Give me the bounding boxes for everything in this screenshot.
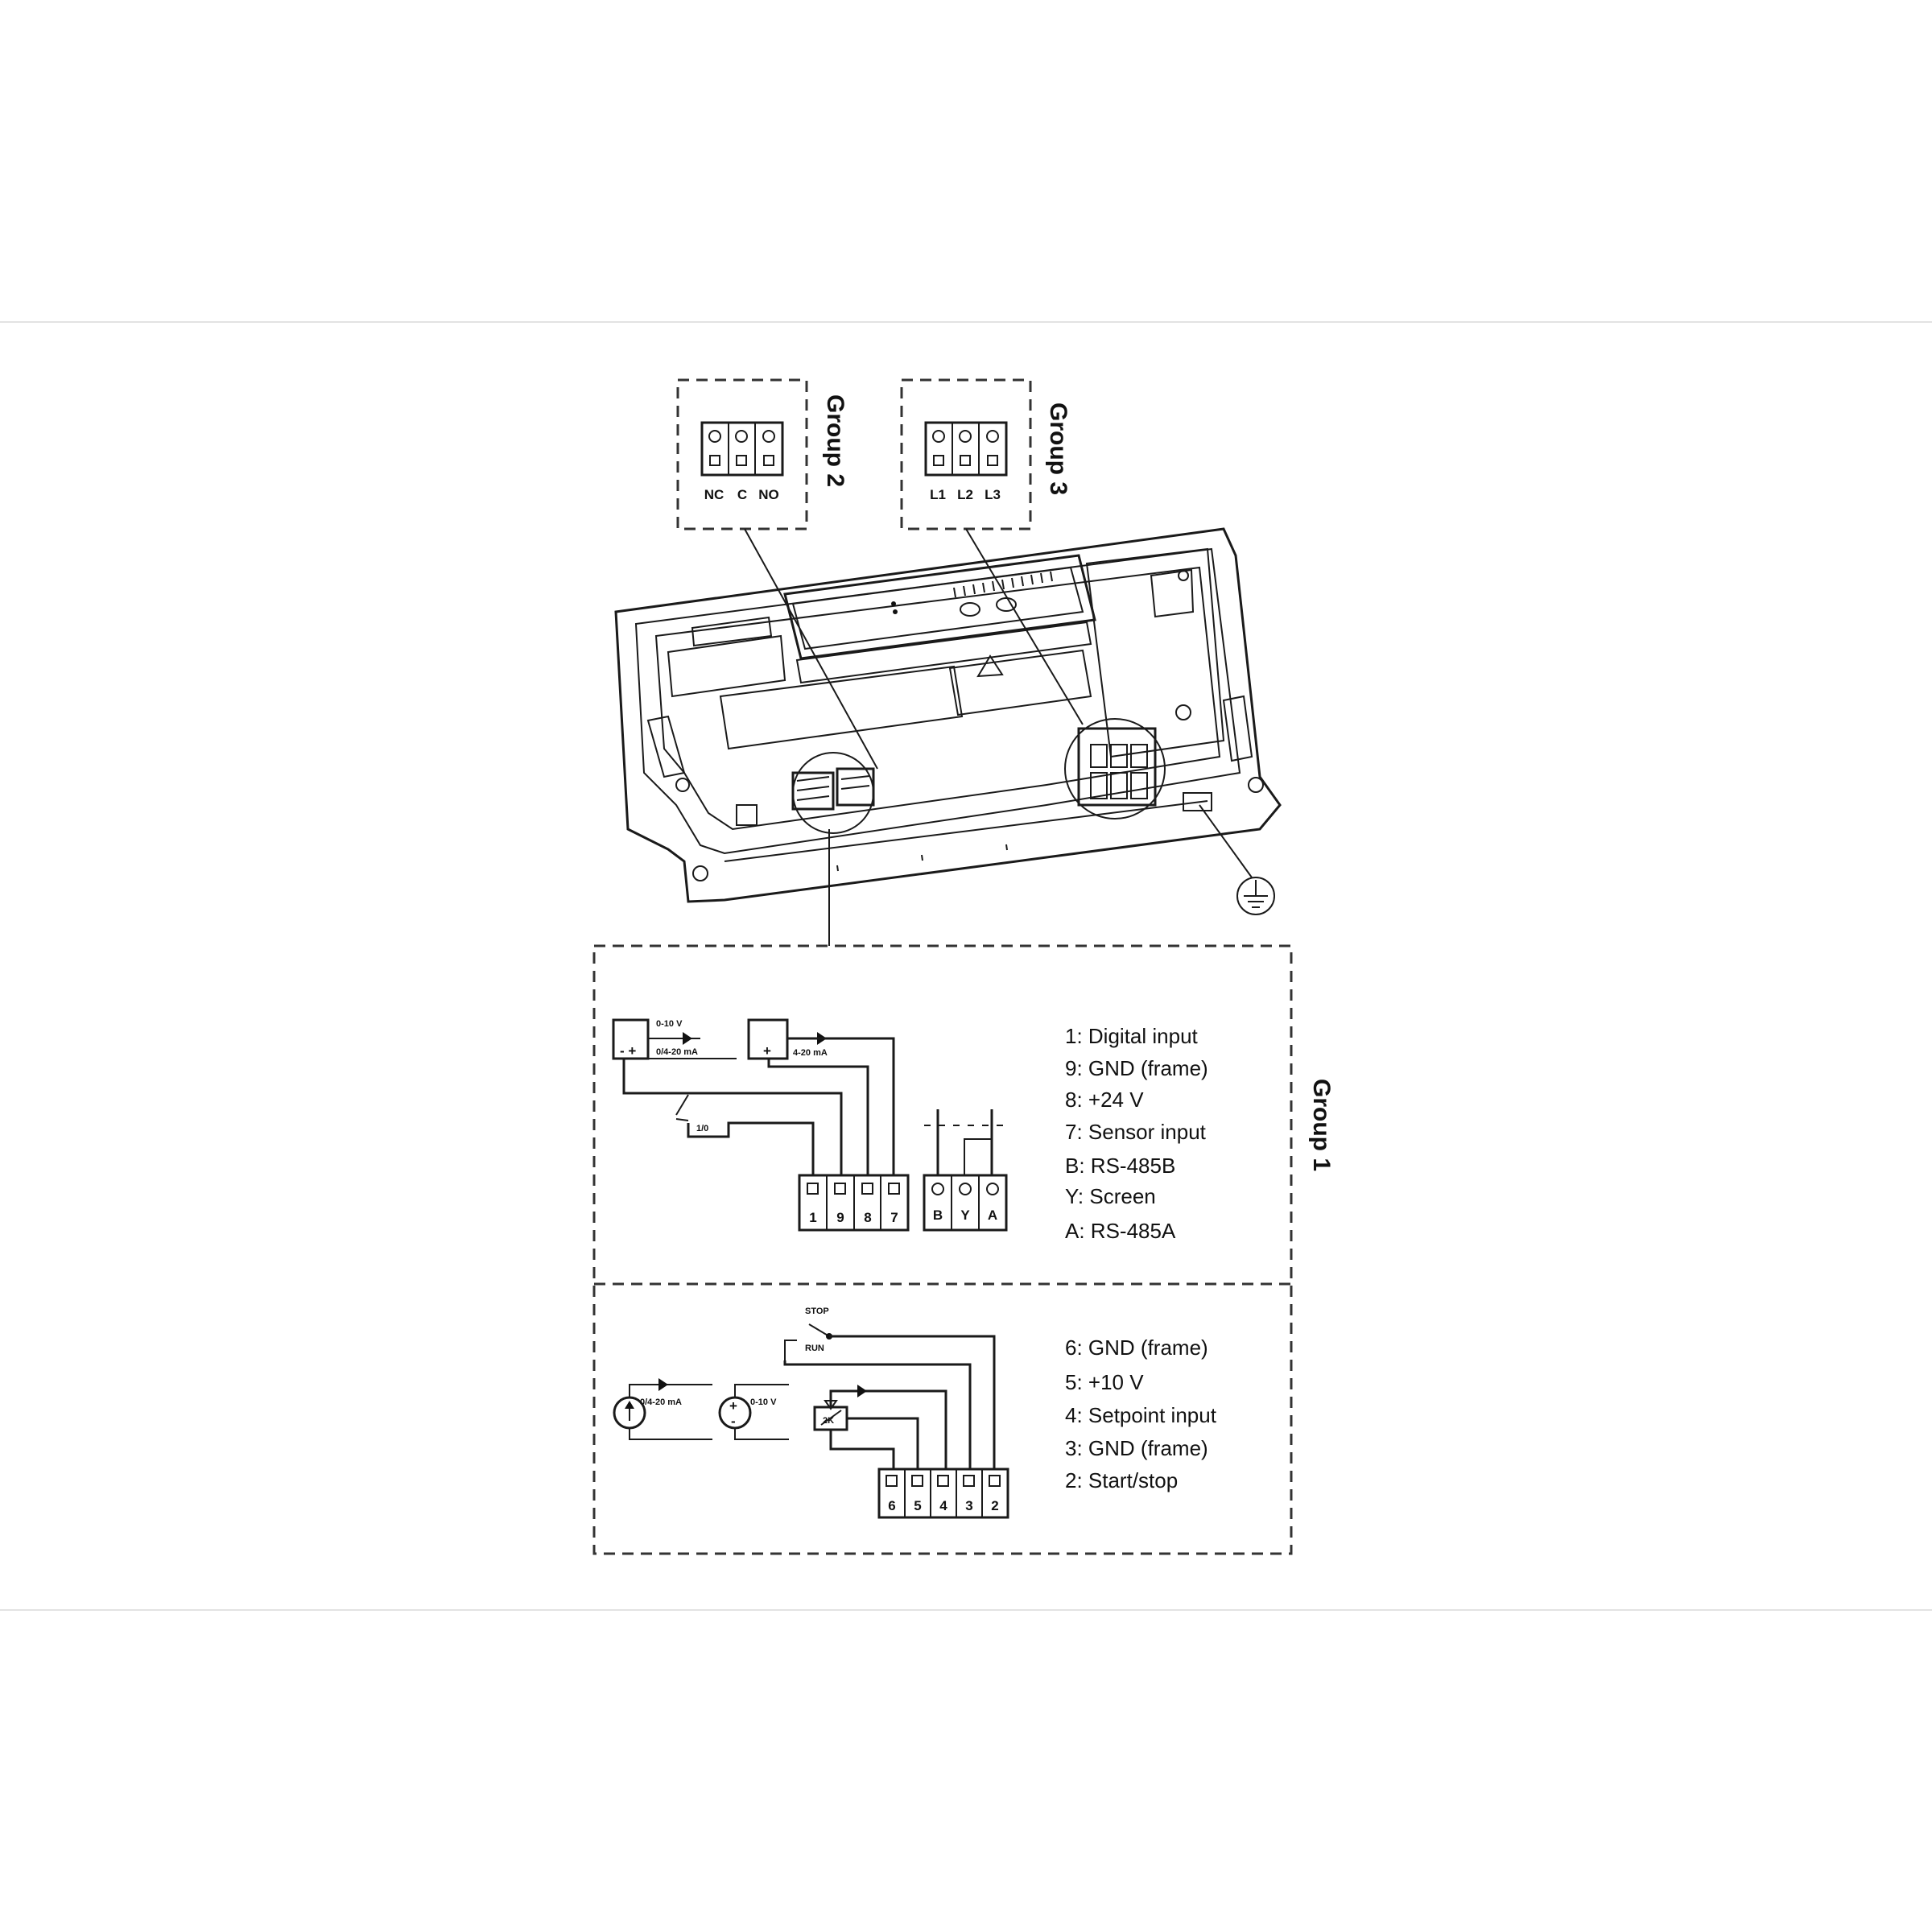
group2-panel	[678, 380, 848, 529]
legend-item: A: RS-485A	[1065, 1219, 1176, 1243]
legend-item: Y: Screen	[1065, 1184, 1156, 1208]
earth-leader	[1199, 805, 1252, 877]
legend-item: 2: Start/stop	[1065, 1468, 1179, 1492]
group2-terminal-nc: NC	[704, 487, 724, 502]
source-voltage-label: 0-10 V	[750, 1397, 777, 1407]
terminal-7: 7	[890, 1210, 898, 1225]
terminal-8: 8	[864, 1210, 872, 1225]
svg-text:- +: - +	[620, 1043, 637, 1059]
svg-text:+: +	[763, 1043, 771, 1059]
group2-title: Group 2	[822, 394, 848, 488]
switch-stop-label: STOP	[805, 1307, 829, 1316]
group1-lower-wiring	[614, 1307, 1008, 1517]
group1-lower-legend	[1065, 1335, 1217, 1492]
terminal-2: 2	[991, 1498, 999, 1513]
svg-text:+: +	[729, 1398, 737, 1414]
terminal-6: 6	[888, 1498, 896, 1513]
terminal-9: 9	[836, 1210, 844, 1225]
terminal-a: A	[987, 1208, 998, 1223]
terminal-4: 4	[939, 1498, 947, 1513]
earth-ground-icon	[1237, 877, 1274, 914]
terminal-y: Y	[960, 1208, 970, 1223]
group3-panel	[902, 380, 1071, 529]
digital-switch-label: 1/0	[696, 1124, 709, 1133]
legend-item: 1: Digital input	[1065, 1024, 1198, 1048]
group3-title: Group 3	[1045, 402, 1071, 496]
sensor2-current-label: 4-20 mA	[793, 1048, 828, 1058]
group1-panel	[594, 946, 1335, 1554]
legend-item: 7: Sensor input	[1065, 1120, 1206, 1144]
svg-text:-: -	[731, 1414, 736, 1429]
source-current-label: 0/4-20 mA	[640, 1397, 682, 1407]
group3-terminal-l3: L3	[985, 487, 1001, 502]
group3-terminal-l1: L1	[930, 487, 946, 502]
legend-item: 3: GND (frame)	[1065, 1436, 1208, 1460]
potentiometer-label: 2K	[823, 1416, 835, 1426]
group1-title: Group 1	[1308, 1079, 1335, 1172]
group2-terminal-no: NO	[758, 487, 779, 502]
legend-item: 9: GND (frame)	[1065, 1056, 1208, 1080]
sensor1-voltage-label: 0-10 V	[656, 1019, 683, 1029]
device-housing	[616, 529, 1280, 902]
group1-upper-legend	[1065, 1024, 1208, 1243]
legend-item: 6: GND (frame)	[1065, 1335, 1208, 1360]
terminal-5: 5	[914, 1498, 922, 1513]
legend-item: 5: +10 V	[1065, 1370, 1144, 1394]
legend-item: 4: Setpoint input	[1065, 1403, 1216, 1427]
legend-item: 8: +24 V	[1065, 1088, 1144, 1112]
switch-run-label: RUN	[805, 1344, 824, 1353]
terminal-3: 3	[965, 1498, 973, 1513]
group1-upper-wiring	[613, 1019, 1006, 1230]
terminal-1: 1	[809, 1210, 817, 1225]
legend-item: B: RS-485B	[1065, 1154, 1176, 1178]
terminal-b: B	[932, 1208, 943, 1223]
group3-terminal-l2: L2	[957, 487, 973, 502]
group2-terminal-c: C	[737, 487, 748, 502]
sensor1-current-label: 0/4-20 mA	[656, 1047, 698, 1057]
